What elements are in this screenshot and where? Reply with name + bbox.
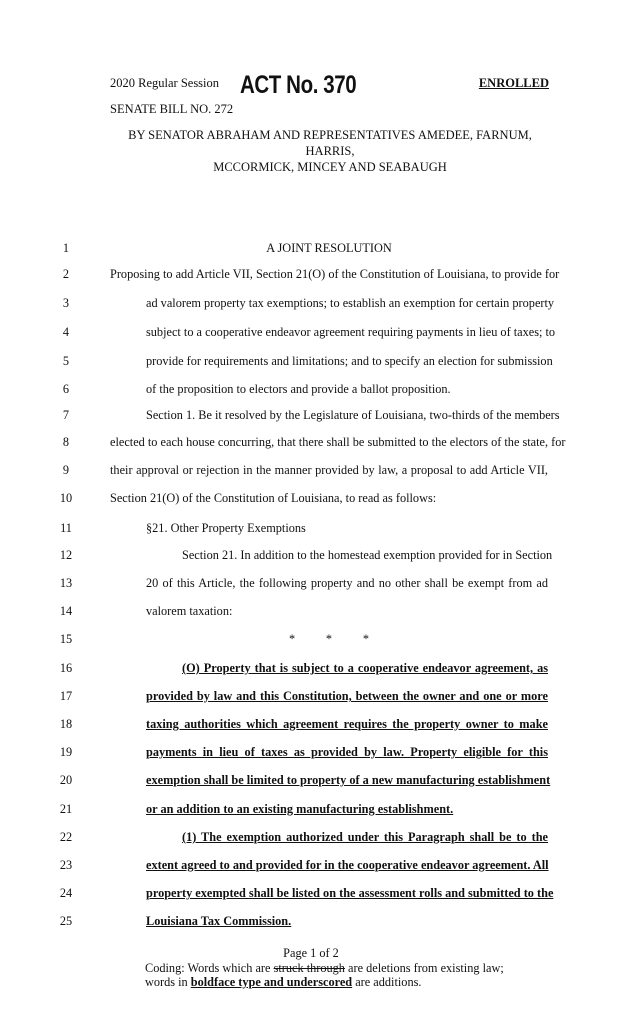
line-text: Section 21(O) of the Constitution of Louisiana, to read as follows:: [110, 491, 437, 505]
doc-line: [0, 714, 622, 734]
act-number-title: ACT No. 370: [240, 71, 357, 99]
enrolled-status: ENROLLED: [478, 76, 549, 90]
line-number: 13: [59, 576, 73, 590]
bill-number: SENATE BILL NO. 272: [110, 102, 234, 116]
line-number: 18: [59, 717, 73, 731]
doc-line: [0, 432, 622, 452]
line-number: 12: [59, 548, 73, 562]
doc-line: [0, 238, 622, 258]
line-number: 10: [59, 491, 73, 505]
line-number: 14: [59, 604, 73, 618]
doc-line: [0, 770, 622, 790]
line-text: ad valorem property tax exemptions; to establish an exemption for certain property: [146, 296, 555, 310]
added-text: or an addition to an existing manufacturing establishment.: [146, 802, 454, 816]
doc-line: [0, 405, 622, 425]
line-number: 2: [62, 267, 70, 281]
sponsors-line-1: BY SENATOR ABRAHAM AND REPRESENTATIVES AMEDEE, FARNUM, HARRIS,: [128, 128, 532, 158]
doc-line: [0, 264, 622, 284]
line-number: 7: [62, 408, 70, 422]
line-number: 24: [59, 886, 73, 900]
doc-line: [0, 911, 622, 931]
omission-asterisks: * * *: [289, 632, 369, 646]
added-text: provided by law and this Constitution, between the owner and one or more: [146, 689, 548, 703]
line-text: of the proposition to electors and provide a ballot proposition.: [146, 382, 451, 396]
line-number: 4: [62, 325, 70, 339]
doc-line: [0, 573, 622, 593]
coding-legend: [145, 961, 504, 989]
line-text: provide for requirements and limitations; and to specify an election for submission: [146, 354, 553, 368]
added-text: payments in lieu of taxes as provided by law. Property eligible for this: [146, 745, 548, 759]
line-number: 17: [59, 689, 73, 703]
doc-line: [0, 686, 622, 706]
doc-line: [0, 488, 622, 508]
doc-line: [0, 855, 622, 875]
line-text: elected to each house concurring, that there shall be submitted to the electors of the state, for: [110, 435, 566, 449]
coding-struck-example: struck through: [273, 961, 345, 975]
doc-line: [0, 322, 622, 342]
section-heading: §21. Other Property Exemptions: [146, 521, 306, 535]
resolution-title: A JOINT RESOLUTION: [266, 241, 392, 255]
sponsors-line-2: MCCORMICK, MINCEY AND SEABAUGH: [213, 160, 447, 174]
doc-line: [0, 827, 622, 847]
doc-line: [0, 351, 622, 371]
line-number: 22: [59, 830, 73, 844]
doc-line: [0, 601, 622, 621]
line-number: 20: [59, 773, 73, 787]
added-text: Louisiana Tax Commission.: [146, 914, 292, 928]
coding-bold-example: boldface type and underscored: [190, 975, 353, 989]
doc-line: [0, 799, 622, 819]
line-number: 19: [59, 745, 73, 759]
page-number: Page 1 of 2: [283, 946, 339, 960]
doc-line: [0, 293, 622, 313]
line-number: 9: [62, 463, 70, 477]
line-number: 16: [59, 661, 73, 675]
doc-line: [0, 460, 622, 480]
line-text: Proposing to add Article VII, Section 21(O) of the Constitution of Louisiana, to provide for: [110, 267, 560, 281]
line-number: 15: [59, 632, 73, 646]
added-text: property exempted shall be listed on the assessment rolls and submitted to the: [146, 886, 554, 900]
coding-suffix: are additions.: [352, 975, 422, 989]
line-text: Section 1. Be it resolved by the Legislature of Louisiana, two-thirds of the members: [146, 408, 560, 422]
line-number: 21: [59, 802, 73, 816]
line-number: 6: [62, 382, 70, 396]
coding-mid: are deletions from existing law;: [344, 961, 504, 975]
session-label: 2020 Regular Session: [110, 76, 220, 90]
line-text: subject to a cooperative endeavor agreement requiring payments in lieu of taxes; to: [146, 325, 556, 339]
line-number: 25: [59, 914, 73, 928]
doc-line: [0, 742, 622, 762]
doc-line: [0, 518, 622, 538]
line-text: valorem taxation:: [146, 604, 233, 618]
line-text: Section 21. In addition to the homestead exemption provided for in Section: [182, 548, 553, 562]
line-number: 8: [62, 435, 70, 449]
doc-line: [0, 545, 622, 565]
sponsors: [110, 127, 550, 175]
line-text: 20 of this Article, the following property and no other shall be exempt from ad: [146, 576, 548, 590]
doc-line: [0, 883, 622, 903]
added-text: exemption shall be limited to property of a new manufacturing establishment: [146, 773, 551, 787]
line-number: 1: [62, 241, 70, 255]
coding-line2-prefix: words in: [145, 975, 191, 989]
line-number: 5: [62, 354, 70, 368]
line-number: 11: [60, 521, 72, 535]
added-text: (1) The exemption authorized under this Paragraph shall be to the: [182, 830, 548, 844]
doc-line: [0, 379, 622, 399]
line-number: 3: [62, 296, 70, 310]
added-text: (O) Property that is subject to a cooperative endeavor agreement, as: [182, 661, 548, 675]
doc-line: [0, 658, 622, 678]
coding-prefix: Coding: Words which are: [145, 961, 274, 975]
added-text: taxing authorities which agreement requires the property owner to make: [146, 717, 548, 731]
line-number: 23: [59, 858, 73, 872]
added-text: extent agreed to and provided for in the cooperative endeavor agreement. All: [146, 858, 549, 872]
doc-line: [0, 629, 622, 649]
line-text: their approval or rejection in the manner provided by law, a proposal to add Article VII,: [110, 463, 548, 477]
